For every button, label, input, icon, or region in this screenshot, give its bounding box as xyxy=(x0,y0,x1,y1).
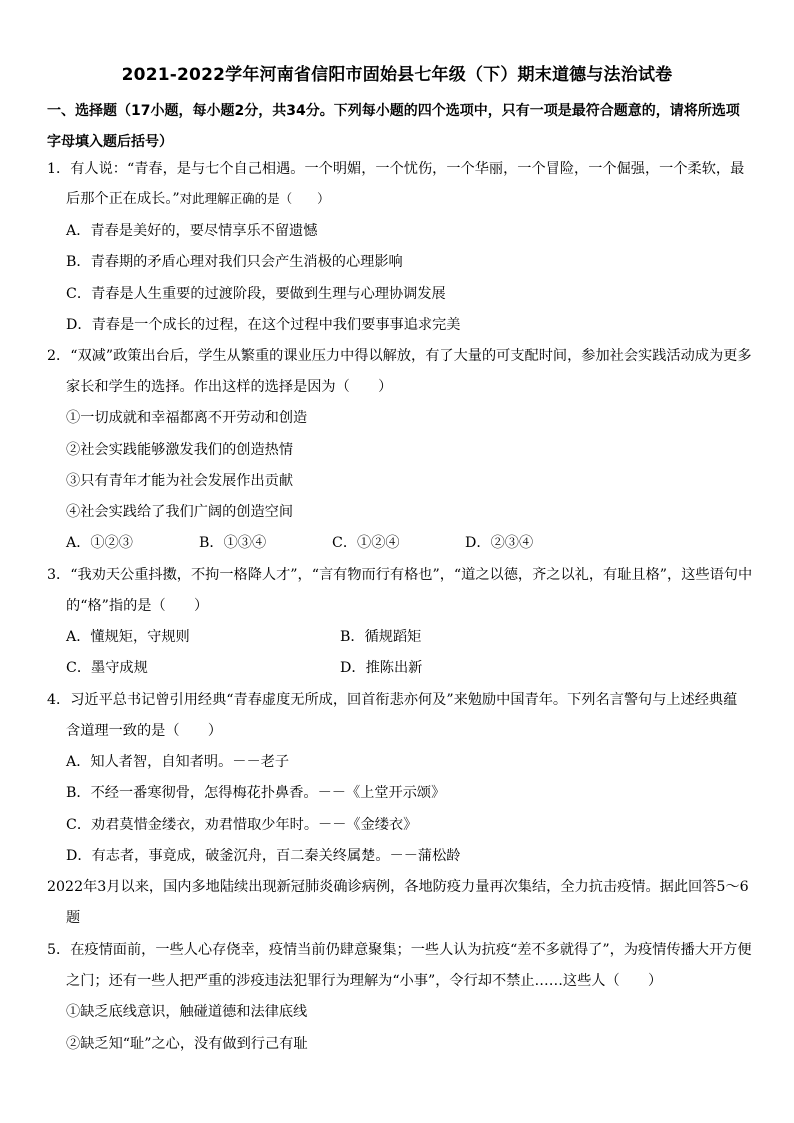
q5-stem-line-2: 之门；还有一些人把严重的涉疫违法犯罪行为理解为“小事”，令行却不禁止……这些人（ ） xyxy=(66,973,663,989)
q1-option-a: A．青春是美好的，要尽情享乐不留遗憾 xyxy=(66,223,318,239)
q2-option-b: B．①③④ xyxy=(199,535,267,551)
q2-stem-line-1: 2．“双减”政策出台后，学生从繁重的课业压力中得以解放，有了大量的可支配时间，参加社会实践活动成为更多 xyxy=(47,348,752,364)
q4-option-d: D．有志者，事竟成，破釜沉舟，百二秦关终属楚。－－蒲松龄 xyxy=(66,848,461,864)
q4-stem-line-2: 含道理一致的是（ ） xyxy=(66,723,223,739)
q1-option-c: C．青春是人生重要的过渡阶段，要做到生理与心理协调发展 xyxy=(66,286,446,302)
q2-options xyxy=(66,533,778,553)
q3-options-row-1 xyxy=(66,627,778,647)
q3-stem-line-2: 的“格”指的是（ ） xyxy=(66,598,209,614)
q5-stem-line-1: 5．在疫情面前，一些人心存侥幸，疫情当前仍肆意聚集；一些人认为抗疫“差不多就得了”，为疫情传播大开方便 xyxy=(47,942,752,958)
intro-line-2: 题 xyxy=(66,910,81,926)
intro-line-1: 2022年3月以来，国内多地陆续出现新冠肺炎确诊病例，各地防疫力量再次集结，全力抗击疫情。据此回答5～6 xyxy=(47,879,749,895)
q5-statement-1: ①缺乏底线意识，触碰道德和法律底线 xyxy=(66,1004,308,1020)
q2-statement-4: ④社会实践给了我们广阔的创造空间 xyxy=(66,504,294,520)
q1-stem-line-2 xyxy=(66,189,778,209)
q5-statement-2: ②缺乏知“耻”之心，没有做到行己有耻 xyxy=(66,1036,308,1052)
q1-stem-quote-end: 后那个正在成长。” xyxy=(66,191,180,207)
section-line-1: 一、选择题（17小题，每小题2分，共34分。下列每小题的四个选项中，只有一项是最符合题意的，请将所选项 xyxy=(47,103,740,119)
q2-statement-3: ③只有青年才能为社会发展作出贡献 xyxy=(66,473,294,489)
q2-statement-1: ①一切成就和幸福都离不开劳动和创造 xyxy=(66,410,308,426)
q3-option-a: A．懂规矩，守规则 xyxy=(66,629,190,645)
q3-option-d: D．推陈出新 xyxy=(340,660,423,676)
q4-option-c: C．劝君莫惜金缕衣，劝君惜取少年时。－－《金缕衣》 xyxy=(66,817,418,833)
q1-option-b: B．青春期的矛盾心理对我们只会产生消极的心理影响 xyxy=(66,254,403,270)
q2-option-c: C．①②④ xyxy=(332,535,400,551)
q2-stem-line-2: 家长和学生的选择。作出这样的选择是因为（ ） xyxy=(66,379,393,395)
q4-stem-line-1: 4．习近平总书记曾引用经典“青春虚度无所成，回首衔悲亦何及”来勉励中国青年。下列名言警句与上述经典蕴 xyxy=(47,692,738,708)
page-title: 2021-2022学年河南省信阳市固始县七年级（下）期末道德与法治试卷 xyxy=(121,65,673,85)
q1-stem-line-1: 1．有人说：“青春，是与七个自己相遇。一个明媚，一个忧伤，一个华丽，一个冒险，一个倔强，一个柔软，最 xyxy=(47,161,745,177)
q3-option-c: C．墨守成规 xyxy=(66,660,148,676)
q3-stem-line-1: 3．“我劝天公重抖擞，不拘一格降人才”，“言有物而行有格也”，“道之以德，齐之以礼，有耻且格”，这些语句中 xyxy=(47,567,753,583)
q1-option-d: D．青春是一个成长的过程，在这个过程中我们要事事追求完美 xyxy=(66,317,461,333)
q4-option-a: A．知人者智，自知者明。－－老子 xyxy=(66,754,290,770)
section-instructions xyxy=(47,96,757,158)
section-line-2: 字母填入题后括号） xyxy=(47,134,173,150)
q3-options-row-2 xyxy=(66,658,778,678)
q2-statement-2: ②社会实践能够激发我们的创造热情 xyxy=(66,442,294,458)
q2-option-a: A．①②③ xyxy=(66,535,133,551)
q3-option-b: B．循规蹈矩 xyxy=(340,629,422,645)
q4-option-b: B．不经一番寒彻骨，怎得梅花扑鼻香。－－《上堂开示颂》 xyxy=(66,785,446,801)
q2-option-d: D．②③④ xyxy=(465,535,534,551)
q1-stem-question: 对此理解正确的是（ ） xyxy=(179,191,330,206)
